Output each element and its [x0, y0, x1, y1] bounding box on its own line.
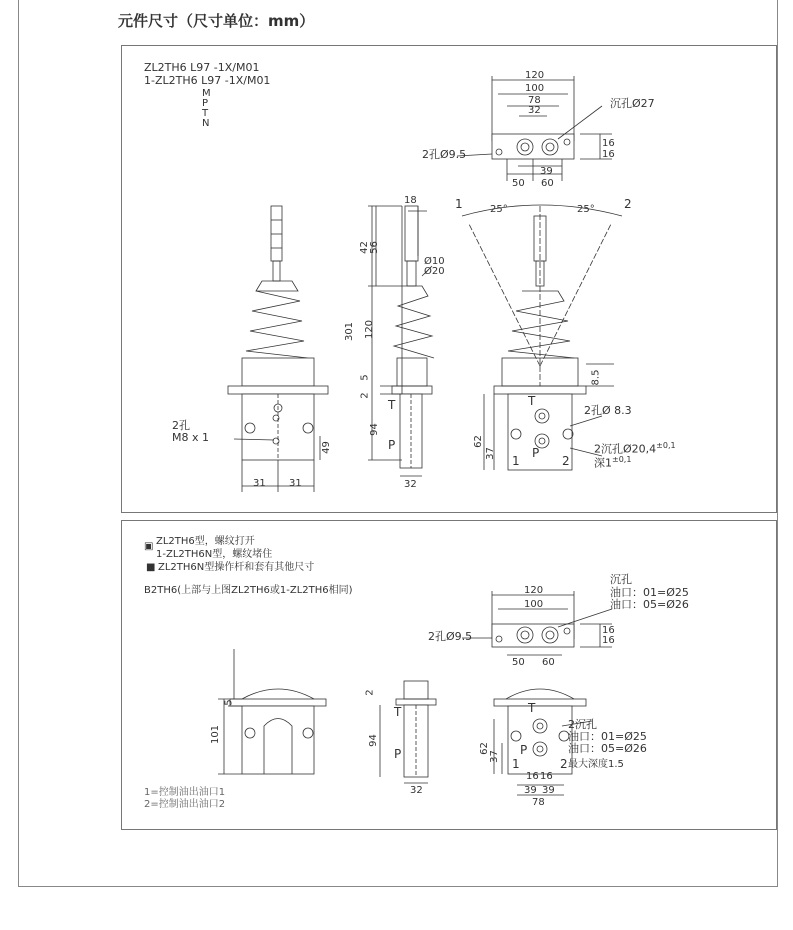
top-dim-16b: 16 [602, 149, 615, 160]
top-counterbore-label: 沉孔Ø27 [610, 97, 655, 110]
right-dim-8-5: 8.5 [590, 369, 602, 386]
model-1: ZL2TH6 L97 -1X/M01 [144, 61, 260, 74]
b2-counterbore-title: 沉孔 [610, 573, 632, 586]
top-dim-39: 39 [540, 166, 553, 177]
side-dim-2: 2 [359, 392, 371, 399]
top-dim-32: 32 [528, 105, 541, 116]
note-mark: ▣ [144, 541, 154, 552]
b2-right-counterbore-2: 油口：05=Ø26 [568, 742, 647, 755]
top-drawing-panel [121, 45, 777, 513]
front-thread-label-1: 2孔 [172, 419, 190, 432]
side-dim-120: 120 [364, 319, 376, 340]
b2-dim-120: 120 [524, 585, 544, 596]
front-dim-49: 49 [320, 441, 332, 454]
b2-side-port-p: P [394, 747, 402, 761]
b2-right-dim-78: 78 [532, 797, 545, 808]
b2-front-view [218, 649, 326, 774]
model-2: 1-ZL2TH6 L97 -1X/M01 [144, 74, 271, 87]
b2-right-dim-39b: 39 [542, 785, 555, 796]
right-angle-left: 25° [490, 204, 508, 215]
top-dim-16a: 16 [602, 138, 615, 149]
side-dim-56: 56 [368, 241, 380, 254]
right-side-2: 2 [624, 197, 632, 211]
b2-side-view [380, 681, 436, 783]
top-dim-50: 50 [512, 178, 525, 189]
b2-right-port-2: 2 [560, 757, 568, 771]
note-3: ZL2TH6N型操作杆和套有其他尺寸 [158, 562, 315, 573]
right-port-2: 2 [562, 454, 570, 468]
right-port-p: P [532, 446, 540, 460]
right-view [462, 205, 622, 470]
legend-2: 2=控制油出油口2 [144, 799, 226, 810]
b2-right-dim-62: 62 [478, 742, 490, 755]
b2-right-port-t: T [528, 701, 536, 715]
b2-side-dim-94: 94 [367, 734, 379, 747]
side-port-p: P [388, 438, 396, 452]
note-1: ZL2TH6型，螺纹打开 [156, 536, 255, 547]
right-port-t: T [528, 394, 536, 408]
variant-t: T [202, 108, 209, 119]
b2-dim-16b: 16 [602, 635, 615, 646]
side-dim-18: 18 [404, 195, 417, 206]
side-dim-d20: Ø20 [424, 266, 445, 277]
right-counterbore-text: 2沉孔Ø20,4 [594, 442, 657, 456]
right-dim-37: 37 [484, 447, 496, 460]
variant-p: P [202, 98, 209, 109]
b2-dim-100: 100 [524, 599, 544, 610]
b2-right-port-p: P [520, 743, 528, 757]
b2-right-port-1: 1 [512, 757, 520, 771]
b2-front-dim-5: 5 [223, 699, 235, 706]
variant-n: N [202, 118, 210, 129]
right-depth-label [594, 454, 631, 469]
top-dim-78: 78 [528, 95, 541, 106]
b2-title: B2TH6(上部与上图ZL2TH6或1-ZL2TH6相同) [144, 585, 353, 596]
b2-dim-60: 60 [542, 657, 555, 668]
right-port-1: 1 [512, 454, 520, 468]
top-dim-120: 120 [525, 70, 545, 81]
b2-front-dim-101: 101 [210, 724, 222, 745]
b2-counterbore-1: 油口：01=Ø25 [610, 586, 689, 599]
b2-right-dim-37: 37 [488, 750, 500, 763]
top-dim-100: 100 [525, 83, 545, 94]
right-holes-label: 2孔Ø 8.3 [584, 404, 632, 417]
b2-right-counterbore-1: 油口：01=Ø25 [568, 730, 647, 743]
right-depth-text: 深1 [594, 456, 612, 470]
side-port-t: T [388, 398, 396, 412]
right-counterbore-label [594, 440, 676, 455]
side-dim-d10: Ø10 [424, 256, 445, 267]
side-dim-94: 94 [368, 423, 380, 436]
b2-holes-label: 2孔Ø9.5 [428, 630, 473, 643]
top-dim-60: 60 [541, 178, 554, 189]
side-dim-42: 42 [358, 241, 370, 254]
bottom-drawing-panel [121, 520, 777, 830]
front-dim-31a: 31 [253, 478, 266, 489]
b2-right-counterbore-title: 2沉孔 [568, 718, 597, 731]
b2-right-dim-16b: 16 [540, 771, 553, 782]
side-dim-5: 5 [359, 374, 371, 381]
b2-right-dim-39a: 39 [524, 785, 537, 796]
bottom-drawing-svg [122, 521, 776, 829]
b2-dim-16a: 16 [602, 625, 615, 636]
right-side-1: 1 [455, 197, 463, 211]
variant-m: M [202, 88, 211, 99]
right-counterbore-tol: ±0,1 [656, 441, 676, 450]
side-dim-301: 301 [344, 321, 356, 342]
note-2: 1-ZL2TH6N型，螺纹堵住 [156, 549, 273, 560]
b2-side-dim-2: 2 [364, 689, 376, 696]
b2-dim-50: 50 [512, 657, 525, 668]
b2-side-port-t: T [394, 705, 402, 719]
top-holes-label: 2孔Ø9.5 [422, 148, 467, 161]
top-drawing-svg [122, 46, 776, 512]
right-angle-right: 25° [577, 204, 595, 215]
b2-right-max-depth: 最大深度1.5 [568, 759, 624, 770]
b2-right-dim-16a: 16 [526, 771, 539, 782]
legend-1: 1=控制油出油口1 [144, 787, 226, 798]
b2-counterbore-2: 油口：05=Ø26 [610, 598, 689, 611]
page-title: 元件尺寸（尺寸单位：mm） [118, 12, 315, 30]
side-dim-32: 32 [404, 479, 417, 490]
right-depth-tol: ±0,1 [612, 455, 632, 464]
note-bullet: ■ [146, 562, 156, 573]
front-view [228, 206, 328, 492]
right-dim-62: 62 [472, 435, 484, 448]
front-dim-31b: 31 [289, 478, 302, 489]
b2-side-dim-32: 32 [410, 785, 423, 796]
front-thread-label-2: M8 x 1 [172, 431, 209, 444]
